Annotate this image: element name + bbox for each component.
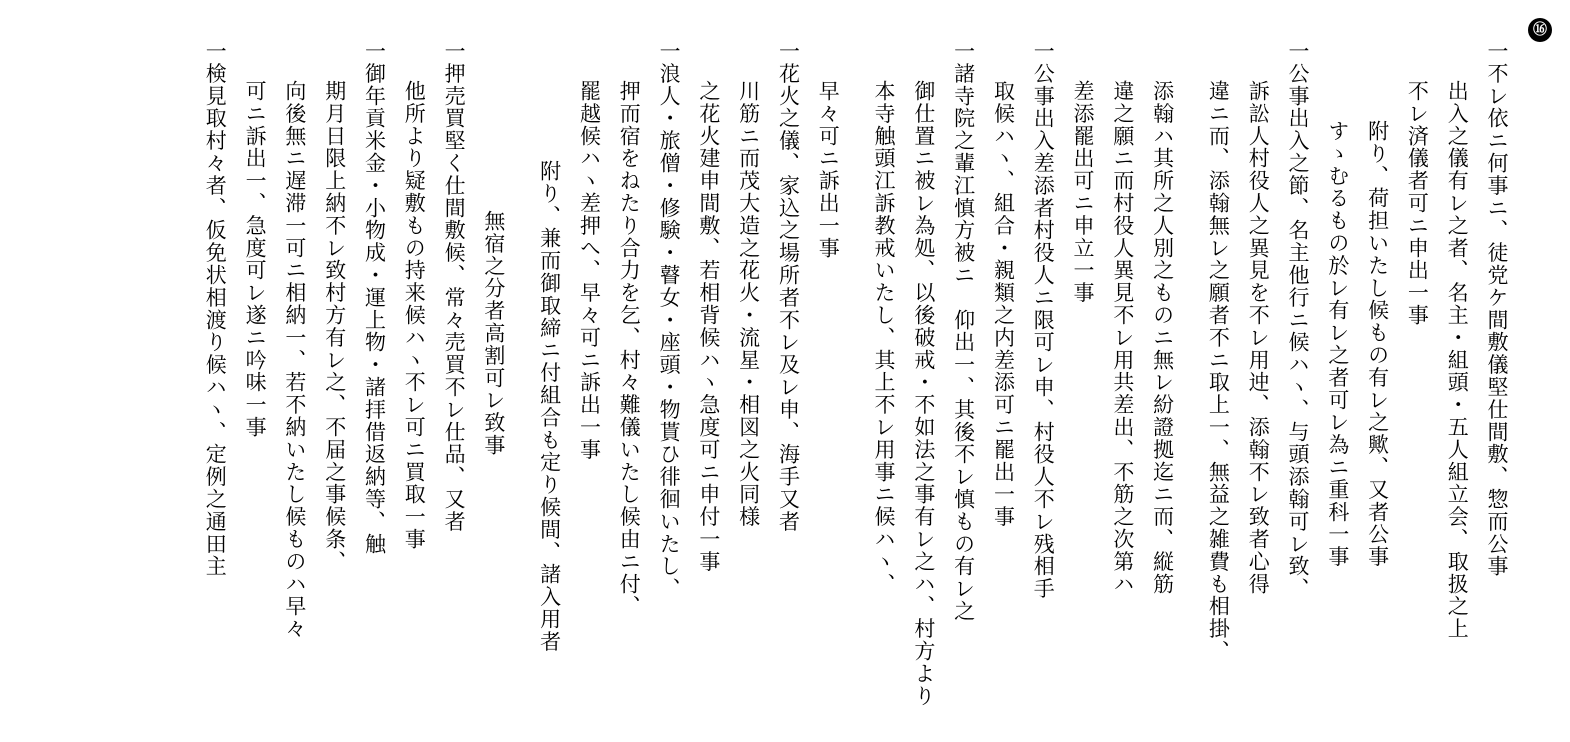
text-line: 川筋ニ而茂大造之花火・流星・相図之火同様 — [736, 80, 761, 528]
text-line: 不レ済儀者可ニ申出一事 — [1405, 80, 1430, 327]
text-line: 期月日限上納不レ致村方有レ之、不届之事候条、 — [322, 80, 347, 573]
paragraph-gap — [847, 40, 863, 680]
text-line: 一花火之儀、家込之場所者不レ及レ申、海手又者 — [776, 40, 801, 533]
text-line: 一不レ依ニ何事ニ、徒党ケ間敷儀堅仕間敷、惣而公事 — [1485, 40, 1509, 578]
page-number-badge: ⑯ — [1528, 18, 1552, 42]
paragraph-gap — [513, 40, 529, 680]
paragraph-gap — [1182, 40, 1198, 680]
text-line: 一検見取村々者、仮免状相渡り候ハヽ、定例之通田主 — [203, 40, 228, 578]
text-line: 向後無ニ遅滞一可ニ相納一、若不納いたし候ものハ早々 — [282, 80, 307, 640]
text-line: 無宿之分者高割可レ致事 — [481, 210, 506, 457]
text-line: すゝむるもの於レ有レ之者可レ為ニ重科一事 — [1325, 120, 1350, 568]
text-line: 可ニ訴出一、急度可レ遂ニ吟味一事 — [243, 80, 268, 439]
text-line: 取候ハヽ、組合・親類之内差添可ニ罷出一事 — [991, 80, 1016, 528]
text-line: 早々可ニ訴出一事 — [816, 80, 841, 260]
text-line: 罷越候ハヽ差押へ、早々可ニ訴出一事 — [577, 80, 602, 461]
text-line: 一公事出入差添者村役人ニ限可レ申、村役人不レ残相手 — [1031, 40, 1056, 600]
text-line: 附り、荷担いたし候もの有レ之歟、又者公事 — [1365, 120, 1390, 568]
text-line: 差添罷出可ニ申立一事 — [1071, 80, 1096, 304]
text-line: 添翰ハ其所之人別之ものニ無レ紛證拠迄ニ而、縦筋 — [1150, 80, 1175, 596]
text-line: 附り、兼而御取締ニ付組合も定り候間、諸入用者 — [537, 160, 562, 653]
text-line: 一公事出入之節、名主他行ニ候ハヽ、与頭添翰可レ致、 — [1286, 40, 1311, 600]
text-line: 一諸寺院之輩江慎方被ニ 仰出一、其後不レ慎もの有レ之 — [951, 40, 976, 623]
text-line: 出入之儀有レ之者、名主・組頭・五人組立会、取扱之上 — [1445, 80, 1470, 640]
text-line: 違之願ニ而村役人異見不レ用共差出、不筋之次第ハ — [1110, 80, 1135, 596]
text-line: 之花火建申間敷、若相背候ハヽ急度可ニ申付一事 — [696, 80, 721, 573]
text-line: 一押売買堅く仕間敷候、常々売買不レ仕品、又者 — [442, 40, 467, 533]
vertical-text-body — [195, 40, 1517, 708]
text-line: 違ニ而、添翰無レ之願者不ニ取上一、無益之雑費も相掛、 — [1206, 80, 1231, 663]
text-line: 御仕置ニ被レ為処、以後破戒・不如法之事有レ之ハ、村方より — [911, 80, 936, 708]
text-line: 一御年貢米金・小物成・運上物・諸拝借返納等、触 — [362, 40, 387, 556]
text-line: 一浪人・旅僧・修験・瞽女・座頭・物貰ひ徘徊いたし、 — [657, 40, 682, 600]
text-line: 訴訟人村役人之異見を不レ用迚、添翰不レ致者心得 — [1246, 80, 1271, 596]
text-line: 押而宿をねたり合力を乞、村々難儀いたし候由ニ付、 — [617, 80, 642, 618]
text-line: 本寺触頭江訴教戒いたし、其上不レ用事ニ候ハヽ、 — [872, 80, 897, 596]
text-line: 他所より疑敷もの持来候ハヽ不レ可ニ買取一事 — [402, 80, 427, 551]
